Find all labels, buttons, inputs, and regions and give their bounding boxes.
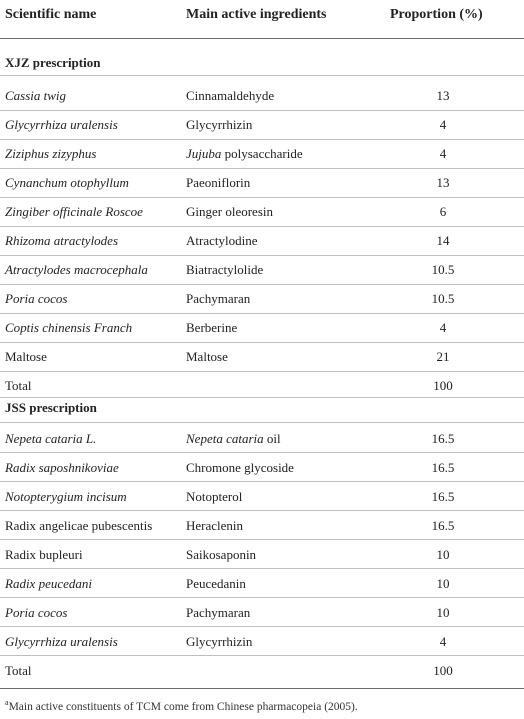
section-rule — [0, 75, 524, 76]
table-row — [0, 142, 524, 165]
table-row — [0, 171, 524, 194]
table-row — [0, 258, 524, 281]
section-title-row — [0, 396, 524, 419]
table-row-total — [0, 659, 524, 682]
cell-scientific-name: Ziziphus zizyphus — [5, 145, 97, 161]
table-header — [0, 2, 524, 28]
cell-ingredient: Ginger oleoresin — [186, 203, 274, 219]
cell-scientific-name: Nepeta cataria L. — [5, 430, 97, 446]
cell-proportion: 16.5 — [431, 488, 455, 504]
cell-ingredient: Glycyrrhizin — [186, 633, 253, 649]
cell-scientific-name: Cynanchum otophyllum — [5, 174, 129, 190]
header-scientific-name: Scientific name — [5, 7, 97, 22]
table-row-total — [0, 374, 524, 397]
row-rule — [0, 168, 524, 169]
section-title-row — [0, 51, 524, 74]
cell-scientific-name: Glycyrrhiza uralensis — [5, 633, 118, 649]
cell-total-value: 100 — [433, 377, 453, 393]
row-rule — [0, 226, 524, 227]
section-title-xjz: XJZ prescription — [5, 54, 101, 70]
cell-ingredient: Atractylodine — [186, 232, 258, 248]
row-rule — [0, 284, 524, 285]
cell-proportion: 16.5 — [431, 517, 455, 533]
table-row — [0, 84, 524, 107]
row-rule — [0, 452, 524, 453]
table-bottom-rule — [0, 688, 524, 689]
cell-ingredient-rest: polysaccharide — [221, 145, 303, 161]
table-row — [0, 601, 524, 624]
footnote-marker: a — [5, 698, 9, 708]
cell-ingredient — [186, 146, 303, 162]
table-row — [0, 543, 524, 566]
cell-ingredient: Maltose — [186, 348, 228, 364]
cell-ingredient: Notopterol — [186, 488, 243, 504]
cell-proportion: 10 — [436, 546, 450, 562]
cell-scientific-name: Radix saposhnikoviae — [5, 459, 119, 475]
row-rule — [0, 626, 524, 627]
row-rule — [0, 510, 524, 511]
cell-scientific-name: Radix angelicae pubescentis — [5, 517, 153, 533]
section-title-jss: JSS prescription — [5, 399, 97, 415]
cell-ingredient-italic: Nepeta cataria — [186, 430, 264, 446]
cell-total-value: 100 — [433, 662, 453, 678]
cell-scientific-name: Rhizoma atractylodes — [5, 232, 119, 248]
cell-proportion: 13 — [436, 174, 450, 190]
table-row — [0, 345, 524, 368]
cell-total-label: Total — [5, 377, 32, 393]
cell-scientific-name: Maltose — [5, 348, 47, 364]
cell-proportion: 10.5 — [431, 261, 455, 277]
table-row — [0, 485, 524, 508]
cell-ingredient: Biatractylolide — [186, 261, 264, 277]
header-proportion: Proportion (%) — [390, 7, 483, 22]
cell-scientific-name: Zingiber officinale Roscoe — [5, 203, 143, 219]
cell-ingredient: Peucedanin — [186, 575, 246, 591]
table-row — [0, 287, 524, 310]
cell-ingredient-rest: oil — [263, 430, 281, 446]
footnote-text: Main active constituents of TCM come from Chinese pharmacopeia (2005). — [8, 701, 358, 713]
cell-proportion: 21 — [436, 348, 450, 364]
cell-scientific-name: Poria cocos — [5, 604, 68, 620]
cell-proportion: 6 — [439, 203, 447, 219]
cell-ingredient-italic: Jujuba — [186, 145, 222, 161]
table-row — [0, 456, 524, 479]
table-row — [0, 316, 524, 339]
table-row — [0, 200, 524, 223]
cell-ingredient: Paeoniflorin — [186, 174, 251, 190]
cell-scientific-name: Glycyrrhiza uralensis — [5, 116, 118, 132]
cell-proportion: 4 — [439, 319, 447, 335]
row-rule — [0, 597, 524, 598]
cell-proportion: 10 — [436, 575, 450, 591]
cell-ingredient: Saikosaponin — [186, 546, 257, 562]
cell-proportion: 10.5 — [431, 290, 455, 306]
cell-proportion: 4 — [439, 633, 447, 649]
table-row — [0, 229, 524, 252]
cell-proportion: 14 — [436, 232, 450, 248]
cell-proportion: 13 — [436, 87, 450, 103]
cell-scientific-name: Notopterygium incisum — [5, 488, 127, 504]
cell-proportion: 10 — [436, 604, 450, 620]
cell-proportion: 16.5 — [431, 430, 455, 446]
cell-scientific-name: Radix peucedani — [5, 575, 92, 591]
cell-ingredient: Cinnamaldehyde — [186, 87, 275, 103]
cell-proportion: 4 — [439, 116, 447, 132]
row-rule — [0, 197, 524, 198]
cell-scientific-name: Radix bupleuri — [5, 546, 83, 562]
cell-scientific-name: Coptis chinensis Franch — [5, 319, 133, 335]
cell-ingredient: Glycyrrhizin — [186, 116, 253, 132]
cell-proportion: 16.5 — [431, 459, 455, 475]
cell-scientific-name: Cassia twig — [5, 87, 67, 103]
header-rule — [0, 38, 524, 39]
row-rule — [0, 342, 524, 343]
row-rule — [0, 655, 524, 656]
table-footnote — [5, 698, 358, 713]
table-row — [0, 427, 524, 450]
cell-proportion: 4 — [439, 145, 447, 161]
table-row — [0, 514, 524, 537]
cell-ingredient: Chromone glycoside — [186, 459, 294, 475]
row-rule — [0, 255, 524, 256]
cell-ingredient: Berberine — [186, 319, 238, 335]
header-active-ingredients: Main active ingredients — [186, 7, 327, 22]
cell-ingredient — [186, 431, 281, 447]
table-row — [0, 113, 524, 136]
section-rule — [0, 422, 524, 423]
cell-ingredient: Heraclenin — [186, 517, 244, 533]
table-row — [0, 630, 524, 653]
cell-ingredient: Pachymaran — [186, 604, 251, 620]
row-rule — [0, 110, 524, 111]
cell-ingredient: Pachymaran — [186, 290, 251, 306]
row-rule — [0, 139, 524, 140]
row-rule — [0, 481, 524, 482]
row-rule — [0, 371, 524, 372]
cell-scientific-name: Atractylodes macrocephala — [5, 261, 148, 277]
table-row — [0, 572, 524, 595]
cell-scientific-name: Poria cocos — [5, 290, 68, 306]
row-rule — [0, 313, 524, 314]
row-rule — [0, 568, 524, 569]
cell-total-label: Total — [5, 662, 32, 678]
row-rule — [0, 539, 524, 540]
